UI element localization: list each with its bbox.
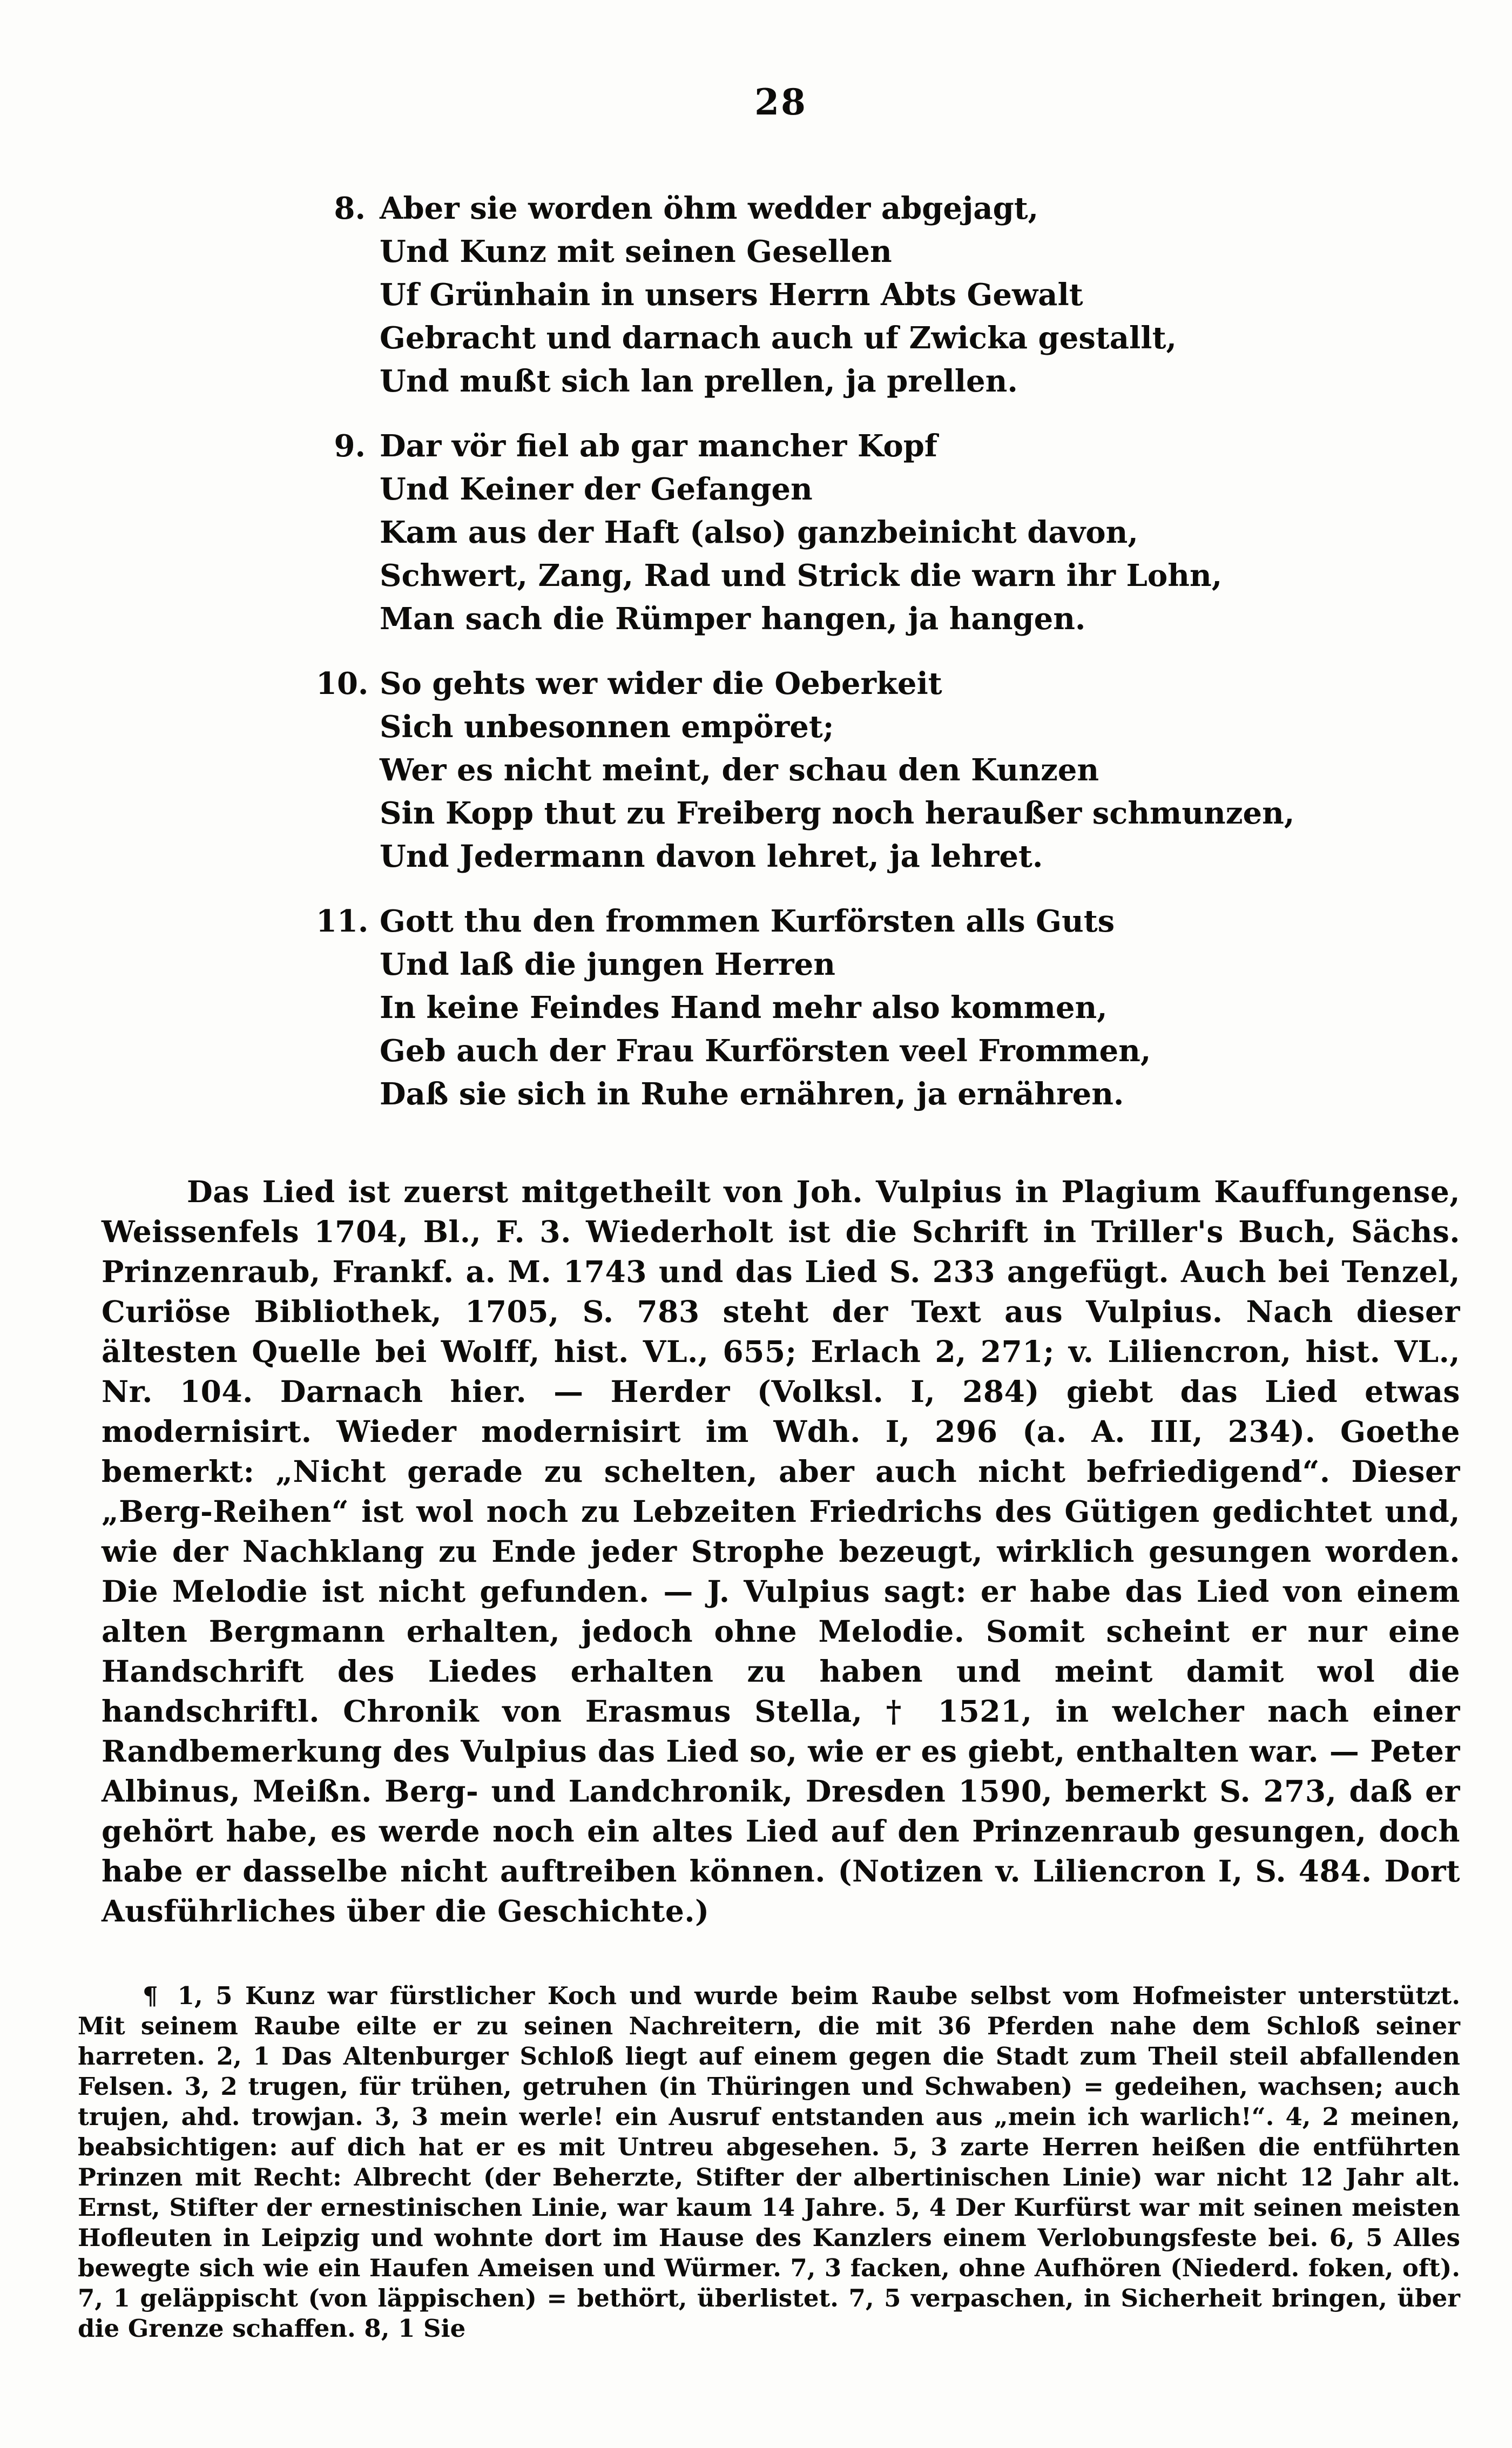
page-number: 28 xyxy=(754,81,807,123)
verse-line: Daß sie sich in Ruhe ernähren, ja ernähren. xyxy=(380,1076,1124,1112)
stanza-10 xyxy=(316,662,1460,878)
verse-line xyxy=(334,424,1460,468)
verse-line: Und mußt sich lan prellen, ja prellen. xyxy=(380,363,1018,399)
verse-line: Gebracht und darnach auch uf Zwicka gestallt, xyxy=(380,320,1177,356)
verse-line: Und Jedermann davon lehret, ja lehret. xyxy=(380,839,1043,874)
verse-text: Gott thu den frommen Kurförsten alls Guts xyxy=(380,903,1115,939)
verse-line xyxy=(316,662,1460,705)
stanza-number: 11. xyxy=(316,903,369,939)
verse-line: Schwert, Zang, Rad und Strick die warn ihr Lohn, xyxy=(380,558,1223,594)
stanza-number: 8. xyxy=(334,191,366,226)
verse-line: Uf Grünhain in unsers Herrn Abts Gewalt xyxy=(380,277,1083,313)
commentary-paragraph: Das Lied ist zuerst mitgetheilt von Joh. Vulpius in Plagium Kauffungense, Weissenfels 1704, Bl., F. 3. Wiederholt ist die Schrift in Triller's Buch, Sächs. Prinzenraub, Frankf. a. M. 1743 und das Lied S. 233 angefügt. Auch bei Tenzel, Curiöse Bibliothek, 1705, S. 783 steht der Text aus Vulpius. Nach dieser ältesten Quelle bei Wolff, hist. VL., 655; Erlach 2, 271; v. Liliencron, hist. VL., Nr. 104. Darnach hier. — Herder (Volksl. I, 284) giebt das Lied etwas modernisirt. Wieder modernisirt im Wdh. I, 296 (a. A. III, 234). Goethe bemerkt: „Nicht gerade zu schelten, aber auch nicht befriedigend“. Dieser „Berg-Reihen“ ist wol noch zu Lebzeiten Friedrichs des Gütigen gedichtet und, wie der Nachklang zu Ende jeder Strophe bezeugt, wirklich gesungen worden. Die Melodie ist nicht gefunden. — J. Vulpius sagt: er habe das Lied von einem alten Bergmann erhalten, jedoch ohne Melodie. Somit scheint er nur eine Handschrift des Liedes erhalten zu haben und meint damit wol die handschriftl. Chronik von Erasmus Stella, † 1521, in welcher nach einer Randbemerkung des Vulpius das Lied so, wie er es giebt, enthalten war. — Peter Albinus, Meißn. Berg- und Landchronik, Dresden 1590, bemerkt S. 273, daß er gehört habe, es werde noch ein altes Lied auf den Prinzenraub gesungen, doch habe er dasselbe nicht auftreiben können. (Notizen v. Liliencron I, S. 484. Dort Ausführliches über die Geschichte.) xyxy=(102,1174,1460,1928)
footnotes-text: 1, 5 Kunz war fürstlicher Koch und wurde beim Raube selbst vom Hofmeister unterstützt. Mit seinem Raube eilte er zu seinen Nachreitern, die mit 36 Pferden nahe dem Schloß seiner harreten. 2, 1 Das Altenburger Schloß liegt auf einem gegen die Stadt zum Theil steil abfallenden Felsen. 3, 2 trugen, für trühen, getruhen (in Thüringen und Schwaben) = gedeihen, wachsen; auch trujen, ahd. trowjan. 3, 3 mein werle! ein Ausruf entstanden aus „mein ich warlich!“. 4, 2 meinen, beabsichtigen: auf dich hat er es mit Untreu abgesehen. 5, 3 zarte Herren heißen die entführten Prinzen mit Recht: Albrecht (der Beherzte, Stifter der albertinischen Linie) war nicht 12 Jahr alt. Ernst, Stifter der ernestinischen Linie, war kaum 14 Jahre. 5, 4 Der Kurfürst war mit seinen meisten Hofleuten in Leipzig und wohnte dort im Hause des Kanzlers einem Verlobungsfeste bei. 6, 5 Alles bewegte sich wie ein Haufen Ameisen und Würmer. 7, 3 facken, ohne Aufhören (Niederd. foken, oft). 7, 1 geläppischt (von läppischen) = bethört, überlistet. 7, 5 verpaschen, in Sicherheit bringen, über die Grenze schaffen. 8, 1 Sie xyxy=(78,1981,1460,2343)
verse-text: Aber sie worden öhm wedder abgejagt, xyxy=(380,191,1039,226)
stanza-number: 10. xyxy=(316,666,369,702)
verse-line xyxy=(334,187,1460,230)
stanza-8 xyxy=(334,187,1460,403)
verse-line: Wer es nicht meint, der schau den Kunzen xyxy=(380,752,1099,788)
verse-line: Sin Kopp thut zu Freiberg noch heraußer schmunzen, xyxy=(380,795,1295,831)
verse-line: Man sach die Rümper hangen, ja hangen. xyxy=(380,601,1086,637)
stanza-11 xyxy=(316,900,1460,1116)
verse-line: Sich unbesonnen empöret; xyxy=(380,709,834,745)
verse-line xyxy=(316,900,1460,943)
song-stanzas xyxy=(316,187,1460,1116)
verse-line: Und laß die jungen Herren xyxy=(380,947,835,982)
verse-line: Und Kunz mit seinen Gesellen xyxy=(380,234,892,269)
verse-line: In keine Feindes Hand mehr also kommen, xyxy=(380,990,1108,1026)
verse-text: So gehts wer wider die Oeberkeit xyxy=(380,666,942,702)
verse-line: Kam aus der Haft (also) ganzbeinicht davon, xyxy=(380,515,1138,550)
pilcrow-mark: ¶ xyxy=(143,1981,158,2010)
stanza-9 xyxy=(334,424,1460,640)
footnotes-paragraph xyxy=(78,1981,1460,2344)
verse-line: Und Keiner der Gefangen xyxy=(380,471,813,507)
stanza-number: 9. xyxy=(334,428,366,464)
verse-text: Dar vör fiel ab gar mancher Kopf xyxy=(380,428,937,464)
verse-line: Geb auch der Frau Kurförsten veel Frommen, xyxy=(380,1033,1151,1069)
